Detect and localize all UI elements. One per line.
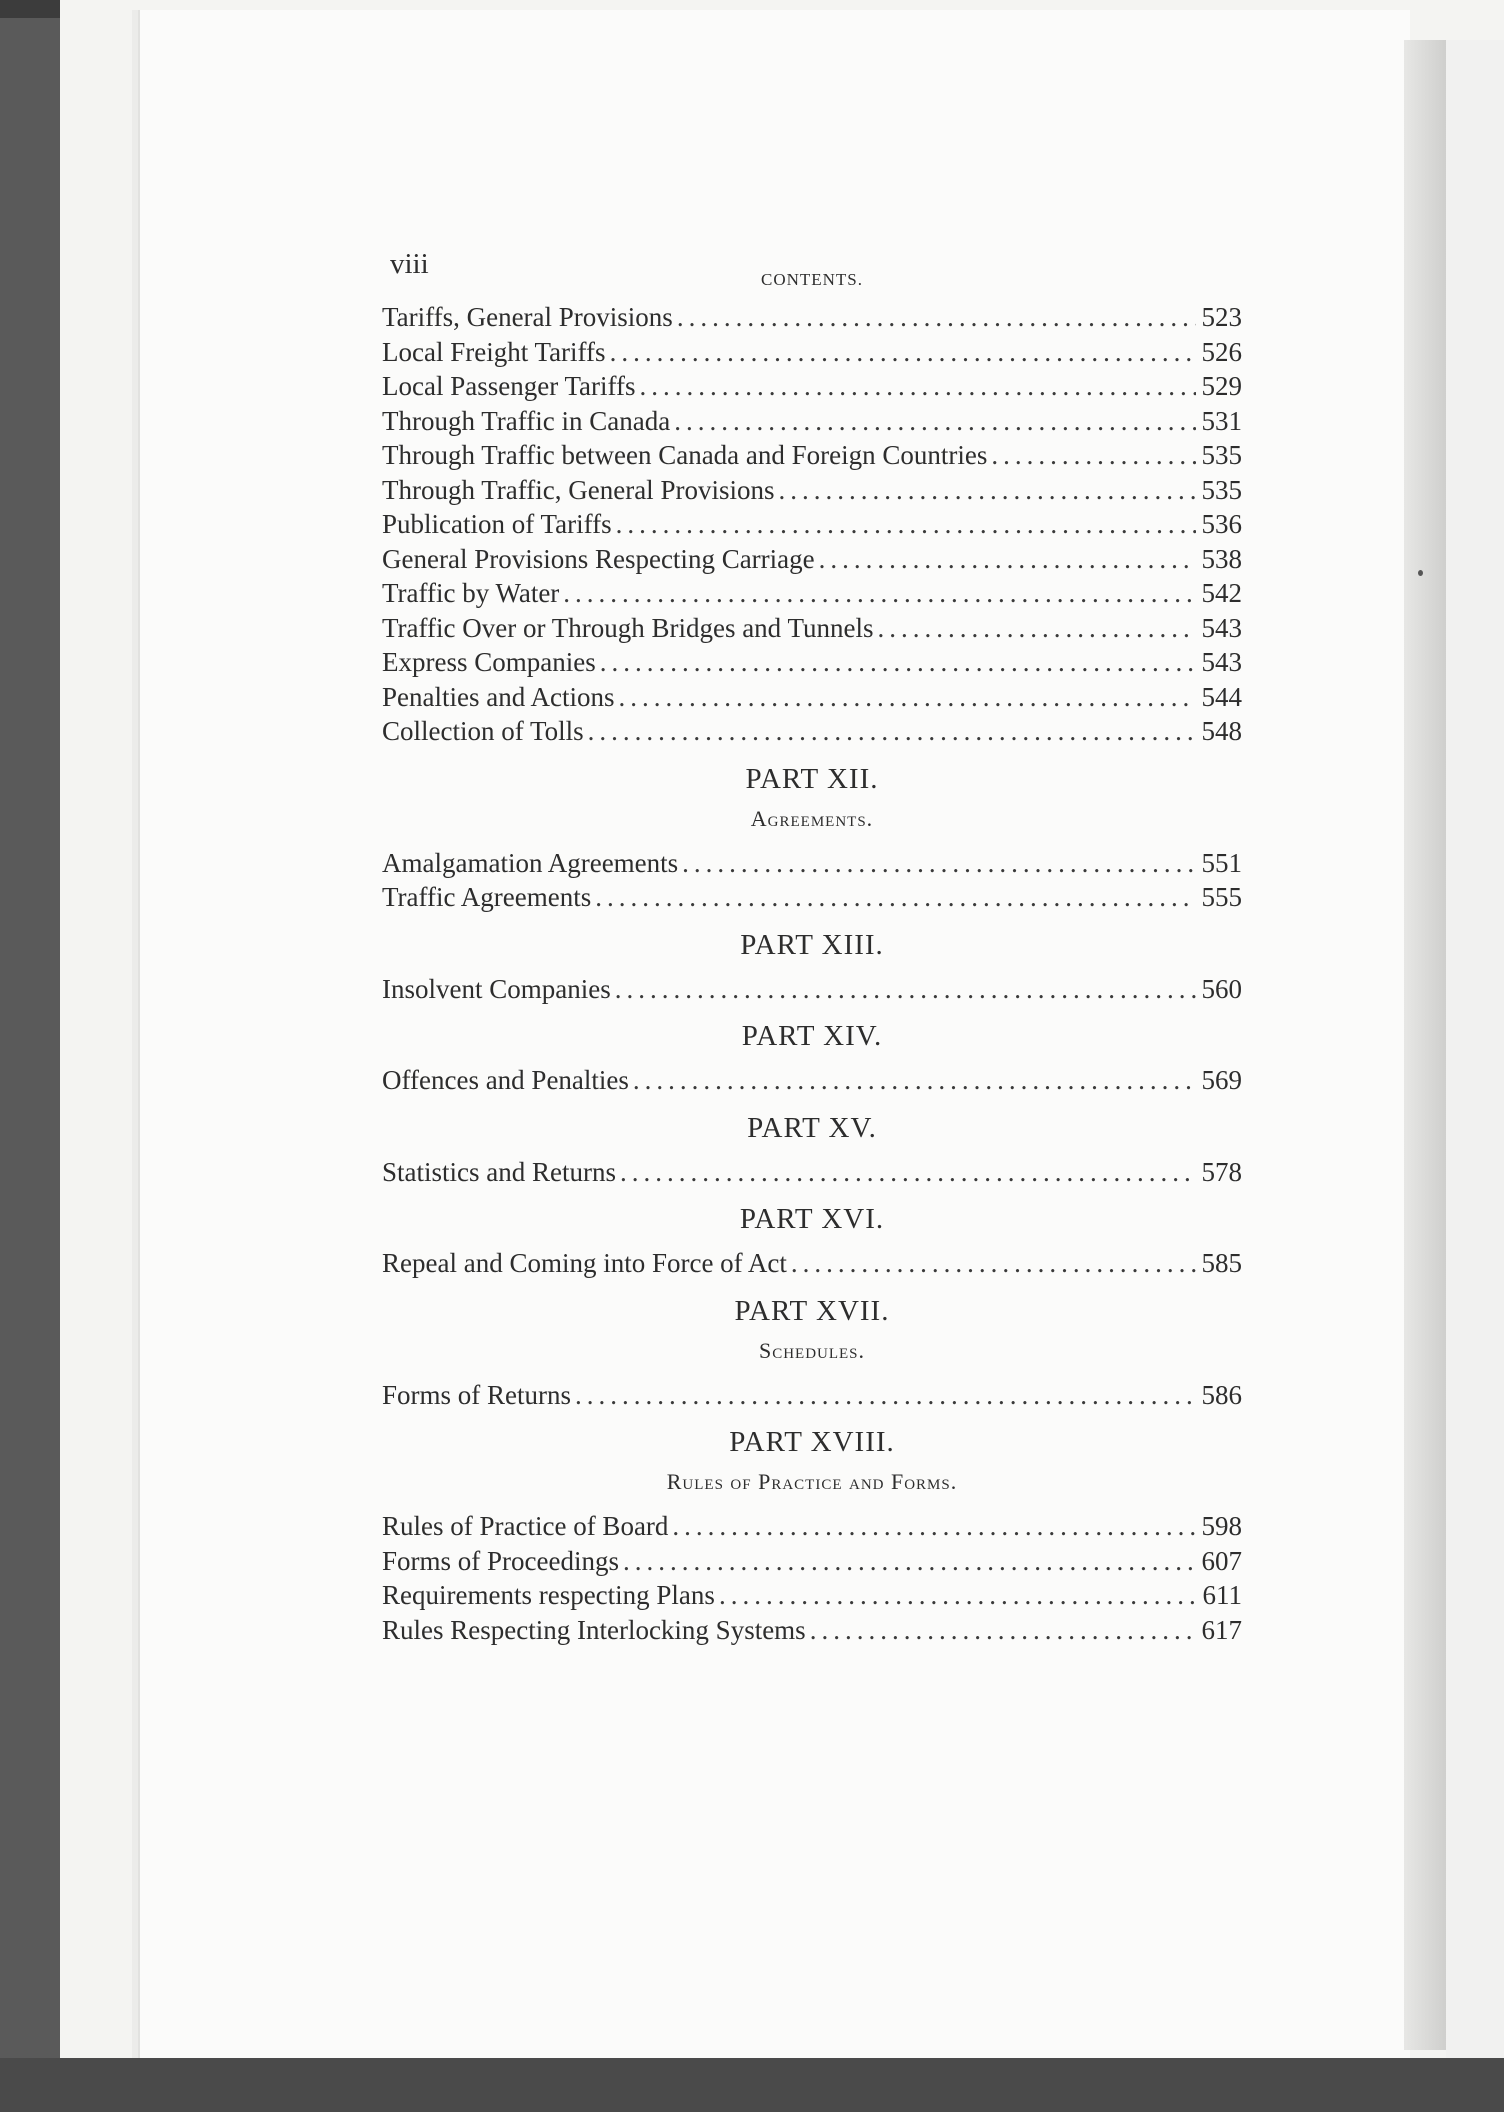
dot-leader <box>595 880 1196 915</box>
contents-entry <box>382 680 1242 715</box>
part-heading: PART XIII. <box>740 928 884 961</box>
entry-page-number: 598 <box>1201 1511 1242 1541</box>
part-subheading: Agreements. <box>750 805 874 831</box>
entry-page-number: 536 <box>1201 509 1242 539</box>
dot-leader <box>719 1578 1196 1613</box>
entry-title: Publication of Tariffs <box>382 509 612 539</box>
part-heading: PART XVIII. <box>729 1426 895 1458</box>
entry-page-number: 551 <box>1201 847 1242 878</box>
entry-title: General Provisions Respecting Carriage <box>382 543 815 574</box>
page-header <box>382 248 1242 300</box>
entry-title: Offences and Penalties <box>382 1065 629 1095</box>
part-heading: PART XIV. <box>741 1020 883 1052</box>
dot-leader <box>674 404 1196 439</box>
dust-speck <box>1418 570 1423 576</box>
dot-leader <box>677 300 1196 335</box>
entry-title: Amalgamation Agreements <box>382 847 679 878</box>
entry-page-number: 544 <box>1201 681 1242 712</box>
dot-leader <box>615 972 1196 1007</box>
contents-entry <box>382 714 1242 749</box>
entry-page-number: 555 <box>1201 882 1242 912</box>
contents-entry <box>382 972 1242 1007</box>
entry-page-number: 543 <box>1201 647 1242 677</box>
entry-page-number: 560 <box>1201 973 1242 1004</box>
dot-leader <box>620 1155 1196 1190</box>
contents-parts <box>382 763 1242 1648</box>
part-heading: PART XVII. <box>734 1294 890 1327</box>
entry-title: Requirements respecting Plans <box>382 1580 715 1610</box>
part-subheading: Schedules. <box>758 1337 866 1363</box>
entry-title: Through Traffic between Canada and Foreign Countries <box>382 440 988 470</box>
contents-entry <box>382 1544 1242 1579</box>
entry-page-number: 523 <box>1201 302 1242 332</box>
entry-page-number: 585 <box>1201 1248 1242 1278</box>
entry-title: Tariffs, General Provisions <box>382 302 673 332</box>
entry-title: Insolvent Companies <box>382 973 611 1004</box>
contents-entry <box>382 1246 1242 1281</box>
entry-page-number: 542 <box>1201 578 1242 608</box>
contents-entry <box>382 542 1242 577</box>
part-subheading: Rules of Practice and Forms. <box>666 1469 958 1494</box>
dot-leader <box>616 507 1196 542</box>
contents-entry <box>382 335 1242 370</box>
contents-entry <box>382 1155 1242 1190</box>
entry-page-number: 607 <box>1201 1545 1242 1576</box>
part-section <box>382 1203 1242 1281</box>
entry-page-number: 586 <box>1201 1379 1242 1410</box>
entry-page-number: 548 <box>1201 716 1242 746</box>
dot-leader <box>563 576 1196 611</box>
entry-page-number: 617 <box>1201 1614 1242 1645</box>
contents-entry <box>382 1509 1242 1544</box>
part-section <box>382 1020 1242 1098</box>
dot-leader <box>623 1544 1196 1579</box>
dot-leader <box>672 1509 1196 1544</box>
entry-title: Rules of Practice of Board <box>382 1511 669 1541</box>
part-heading: PART XII. <box>745 762 879 795</box>
contents-entry <box>382 369 1242 404</box>
dot-leader <box>588 714 1196 749</box>
entry-title: Forms of Proceedings <box>382 1545 619 1576</box>
part-heading: PART XVI. <box>739 1203 885 1235</box>
entry-title: Local Freight Tariffs <box>382 336 606 367</box>
entry-page-number: 569 <box>1201 1065 1242 1095</box>
dot-leader <box>610 335 1196 370</box>
entry-page-number: 526 <box>1201 336 1242 367</box>
contents-entry <box>382 507 1242 542</box>
part-section <box>382 929 1242 1007</box>
contents-entry <box>382 645 1242 680</box>
dot-leader <box>633 1063 1196 1098</box>
entry-page-number: 611 <box>1202 1580 1242 1610</box>
running-title: CONTENTS. <box>760 270 864 289</box>
contents-entry <box>382 611 1242 646</box>
entry-page-number: 529 <box>1201 371 1242 401</box>
contents-entry <box>382 404 1242 439</box>
dot-leader <box>682 846 1196 881</box>
entry-title: Repeal and Coming into Force of Act <box>382 1248 787 1278</box>
entry-title: Rules Respecting Interlocking Systems <box>382 1614 806 1645</box>
contents-entry <box>382 880 1242 915</box>
entry-title: Penalties and Actions <box>382 681 615 712</box>
part-section <box>382 1426 1242 1647</box>
page-edge-shadow <box>1404 40 1446 2050</box>
contents-entry <box>382 846 1242 881</box>
contents-entry <box>382 1063 1242 1098</box>
contents-entry <box>382 300 1242 335</box>
entry-title: Traffic Agreements <box>382 882 592 912</box>
dot-leader <box>618 680 1196 715</box>
dot-leader <box>600 645 1196 680</box>
part-heading: PART XV. <box>747 1111 877 1144</box>
entry-title: Forms of Returns <box>382 1379 571 1410</box>
dot-leader <box>791 1246 1196 1281</box>
contents-entry <box>382 1378 1242 1413</box>
contents-entry <box>382 1578 1242 1613</box>
contents-entry <box>382 473 1242 508</box>
part-section <box>382 763 1242 915</box>
entry-title: Express Companies <box>382 647 596 677</box>
page-number-folio: viii <box>390 248 429 280</box>
entry-title: Through Traffic, General Provisions <box>382 474 775 505</box>
dot-leader <box>819 542 1196 577</box>
entry-title: Traffic Over or Through Bridges and Tunnels <box>382 612 874 643</box>
contents-entry <box>382 576 1242 611</box>
table-of-contents <box>382 248 1242 1647</box>
dot-leader <box>778 473 1196 508</box>
contents-entry-list <box>382 300 1242 749</box>
entry-page-number: 538 <box>1201 543 1242 574</box>
entry-page-number: 543 <box>1201 612 1242 643</box>
dot-leader <box>877 611 1196 646</box>
facing-page-strip <box>1446 40 1504 2070</box>
scan-frame-bottom <box>0 2058 1504 2112</box>
part-section <box>382 1112 1242 1190</box>
entry-page-number: 535 <box>1201 440 1242 470</box>
part-section <box>382 1295 1242 1413</box>
dot-leader <box>810 1613 1196 1648</box>
entry-page-number: 531 <box>1201 405 1242 436</box>
contents-entry <box>382 1613 1242 1648</box>
dot-leader <box>575 1378 1196 1413</box>
dot-leader <box>991 438 1196 473</box>
contents-entry <box>382 438 1242 473</box>
entry-title: Local Passenger Tariffs <box>382 371 636 401</box>
dot-leader <box>640 369 1196 404</box>
entry-page-number: 578 <box>1201 1156 1242 1187</box>
entry-title: Through Traffic in Canada <box>382 405 671 436</box>
entry-title: Traffic by Water <box>382 578 560 608</box>
entry-page-number: 535 <box>1201 474 1242 505</box>
entry-title: Collection of Tolls <box>382 716 584 746</box>
entry-title: Statistics and Returns <box>382 1156 616 1187</box>
